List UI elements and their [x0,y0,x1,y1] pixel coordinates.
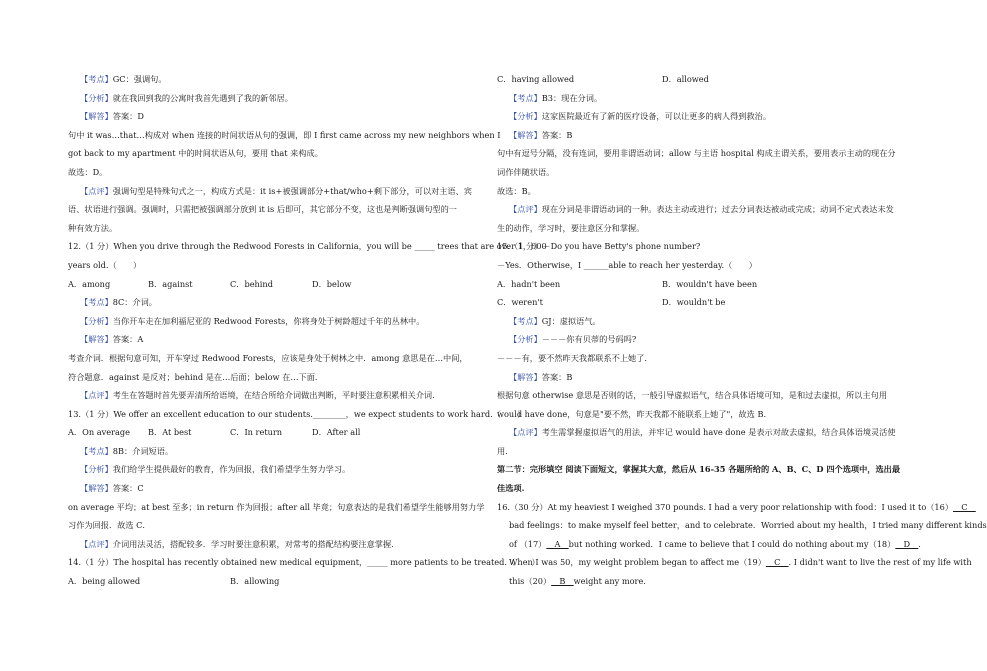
q14-option-d: D．allowed [662,74,709,84]
q12-dianping: 【点评】考生在答题时首先要弄清所给语境，在结合所给介词做出判断，平时要注意积累相关介词． [80,390,441,401]
q13-jieda: 【解答】答案：C [80,483,144,494]
q16-answer-18: __D__ [895,538,919,549]
q11-explain-2: got back to my apartment 中的时间状语从句，要用 that 来构成。 [68,148,323,159]
q15-dianping: 【点评】考生需掌握虚拟语气的用法，并牢记 would have done 是表示对故去虚拟，结合具体语境灵活使 [509,427,896,438]
q14-explain-1: 句中有逗号分隔，没有连词，要用非谓语动词；allow 与主语 hospital 构成主谓关系，要用表示主动的现在分 [497,148,896,159]
q14-dianping: 【点评】现在分词是非谓语动词的一种。表达主动或进行；过去分词表达被动或完成；动词不定式表达未发 [509,204,894,215]
q16-line-1: 16.（30 分）At my heaviest I weighed 370 pounds. I had a very poor relationship with food：I used it to（16）__C__ [497,501,976,512]
q11-dianping-2: 语、状语进行强调。强调时，只需把被强调部分放到 it is 后即可，其它部分不变，这也是判断强调句型的一 [68,204,457,215]
q13-options [68,423,470,442]
q15-option-a: A．hadn't been [497,278,561,289]
q15-option-d: D．wouldn't be [662,297,726,308]
q14-kaodian: 【考点】B3：现在分词。 [509,92,603,103]
q15-explain-2: would have done，句意是"要不然，昨天我都不能联系上她了"，故选 B． [497,408,772,419]
q16-answer-17: __A__ [546,538,569,549]
q16-answer-19: __C__ [765,557,789,568]
q15-kaodian: 【考点】GJ：虚拟语气。 [509,315,601,326]
q15-option-b: B．wouldn't have been [662,278,758,289]
q14-fenxi: 【分析】这家医院最近有了新的医疗设备，可以让更多的病人得到救治。 [509,111,772,122]
q13-explain-1: on average 平均；at best 至多；in return 作为回报；after all 毕竟；句意表达的是我们希望学生能够用努力学 [68,501,485,512]
q12-jieda: 【解答】答案：A [80,334,144,345]
q12-option-c: C．behind [230,278,273,289]
q15-options-ab [497,275,899,294]
q16-answer-20: __B__ [551,576,574,587]
q11-fenxi: 【分析】就在我回到我的公寓时我首先遇到了我的新邻居。 [80,92,293,103]
q13-option-c: C．In return [230,427,283,438]
q13-explain-2: 习作为回报．故选 C． [68,520,151,531]
q14-options-cd [497,70,899,89]
q12-stem-1: 12.（1 分）When you drive through the Redwood Forests in California，you will be _____ trees that are over 1，000 [68,241,547,252]
q16-line-2: bad feelings：to make myself feel better，and to celebrate．Worried about my health，I tried many different kinds [509,520,987,531]
q13-fenxi: 【分析】我们给学生提供最好的教育，作为回报，我们希望学生努力学习。 [80,464,351,475]
q11-conclusion: 故选：D。 [68,166,108,177]
q15-stem-1: 15.（1 分）－Do you have Betty's phone number? [497,241,701,252]
section-heading-1: 第二节：完形填空 阅读下面短文，掌握其大意，然后从 16-35 各题所给的 A、B、C、D 四个选项中，选出最 [497,464,901,475]
q16-line-3: of （17）__A__but nothing worked．I came to believe that I could do nothing about my（18）__D__. [509,538,921,549]
q16-answer-16: __C__ [953,501,976,512]
q12-explain-1: 考查介词．根据句意可知，开车穿过 Redwood Forests，应该是身处于树林之中．among 意思是在…中间， [68,352,468,363]
q12-option-d: D．below [312,278,352,289]
q12-fenxi: 【分析】当你开车走在加利福尼亚的 Redwood Forests，你将身处于树龄超过千年的丛林中。 [80,315,425,326]
q15-fenxi-2: －－－有，要不然昨天我都联系不上她了． [497,352,653,363]
q13-option-a: A．On average [68,427,130,438]
q15-jieda: 【解答】答案：B [509,371,573,382]
q15-explain-1: 根据句意 otherwise 意思是否则的话，一般引导虚拟语气，结合具体语境可知，是和过去虚拟，所以主句用 [497,390,888,401]
q16-line-4: When I was 50，my weight problem began to affect me（19）__C__. I didn't want to live the rest of my life with [509,557,972,568]
q11-dianping-3: 种有效方法。 [68,222,118,233]
q14-option-a: A．being allowed [68,576,141,587]
q12-option-b: B．against [148,278,193,289]
q13-stem-1: 13.（1 分）We offer an excellent education to our students.________，we expect students to work hard.（ ） [68,408,526,419]
q13-option-d: D．After all [312,427,361,438]
q13-kaodian: 【考点】8B：介词短语。 [80,445,174,456]
q11-dianping: 【点评】强调句型是特殊句式之一，构成方式是：it is+被强调部分+that/who+剩下部分，可以对主语、宾 [80,185,472,196]
q11-kaodian: 【考点】GC：强调句。 [80,74,167,84]
q14-option-b: B．allowing [230,576,280,587]
q14-option-c: C．having allowed [497,74,575,84]
q12-option-a: A．among [68,278,111,289]
q16-line-5: this（20）__B__weight any more. [509,576,646,587]
q14-stem-1: 14.（1 分）The hospital has recently obtained new medical equipment，_____ more patients to be treated.（ ） [68,557,540,568]
q13-dianping: 【点评】介词用法灵活，搭配较多．学习时要注意积累，对常考的搭配结构要注意掌握． [80,538,400,549]
section-heading-2: 佳选项. [497,483,525,494]
q12-options [68,275,470,294]
q15-options-cd [497,293,899,312]
right-column [497,70,987,591]
q14-dianping-2: 生的动作，学习时，要注意区分和掌握。 [497,222,645,233]
q14-conclusion: 故选：B。 [497,185,536,196]
q11-jieda: 【解答】答案：D [80,111,144,122]
q13-option-b: B．At best [148,427,192,438]
q15-stem-2: －Yes．Otherwise，I ______able to reach her yesterday.（ ） [497,259,757,270]
q14-jieda: 【解答】答案：B [509,129,573,140]
q14-explain-2: 词作伴随状语。 [497,166,555,177]
q15-option-c: C．weren't [497,297,543,308]
q15-dianping-2: 用． [497,445,514,456]
q15-fenxi: 【分析】－－－你有贝蒂的号码吗? [509,334,637,345]
q12-stem-2: years old.（ ） [68,259,142,270]
q11-explain-1: 句中 it was…that…构成对 when 连接的时间状语从句的强调，即 I first came across my new neighbors when I [68,129,501,140]
q12-kaodian: 【考点】8C：介词。 [80,297,157,308]
q12-explain-2: 符合题意．against 是反对；behind 是在…后面；below 在…下面． [68,371,324,382]
q14-options [68,572,470,591]
